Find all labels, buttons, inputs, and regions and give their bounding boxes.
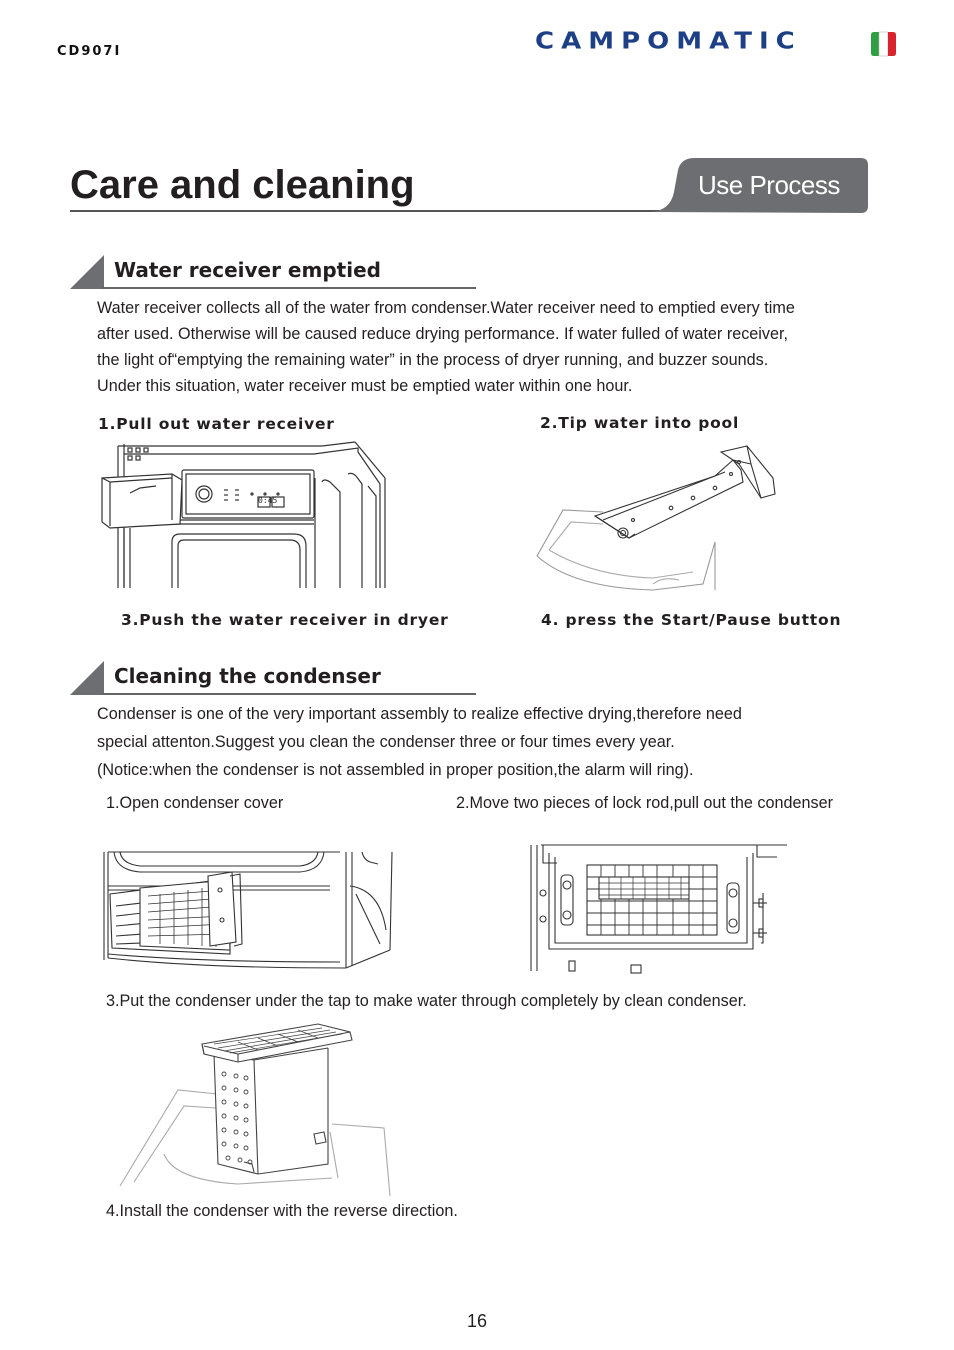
section-tab [648,158,868,213]
text-line: Under this situation, water receiver must be emptied water within one hour. [97,377,633,395]
receiver-over-sink-illustration [533,438,783,596]
figure-pull-out-receiver [100,438,390,590]
step-label: 3.Push the water receiver in dryer [121,611,449,629]
step-label: 4. press the Start/Pause button [541,611,842,629]
tab-label: Use Process [698,170,840,200]
step-label: 1.Open condenser cover [106,794,284,812]
step-label: 2.Move two pieces of lock rod,pull out the condenser [456,794,834,812]
text-line: special attenton.Suggest you clean the condenser three or four times every year. [97,733,675,751]
section-heading-label: Cleaning the condenser [114,664,381,688]
section-heading-cleaning-condenser [70,661,480,697]
step-label: 4.Install the condenser with the reverse direction. [106,1202,458,1220]
step-label: 2.Tip water into pool [540,414,740,432]
condenser-description [97,700,907,784]
dryer-drawer-illustration [100,438,390,590]
model-number: CD907I [57,44,122,59]
condenser-lock-rods-illustration [527,843,789,977]
text-line: the light of“emptying the remaining water” in the process of dryer running, and buzzer sounds. [97,351,769,369]
title-underline [70,210,660,212]
step-label: 1.Pull out water receiver [98,415,335,433]
condenser-in-sink-illustration [118,1014,394,1196]
section-heading-label: Water receiver emptied [114,258,381,282]
text-line: (Notice:when the condenser is not assembled in proper position,the alarm will ring). [97,761,694,779]
water-receiver-description [97,295,907,399]
section-heading-rule [102,287,476,289]
condenser-cover-illustration [100,850,398,972]
display-readout: 0:45 [258,496,278,505]
section-heading-water-receiver [70,255,480,291]
text-line: Water receiver collects all of the water from condenser.Water receiver need to emptied every time [97,299,795,317]
page-number: 16 [466,1311,488,1331]
brand-logo [535,28,900,62]
text-line: Condenser is one of the very important assembly to realize effective drying,therefore need [97,705,742,723]
figure-pull-out-condenser [527,843,789,977]
step-label: 3.Put the condenser under the tap to make water through completely by clean condenser. [106,992,747,1010]
figure-open-condenser-cover [100,850,398,972]
brand-logo-text: CAMPOMATIC [535,28,802,55]
section-heading-rule [102,693,476,695]
italy-flag-icon [868,31,898,57]
triangle-marker-icon [70,661,106,697]
triangle-marker-icon [70,255,106,291]
page-title: Care and cleaning [70,163,415,207]
figure-rinse-condenser [118,1014,394,1196]
figure-tip-water [533,438,783,596]
text-line: after used. Otherwise will be caused reduce drying performance. If water fulled of water receiver, [97,325,788,343]
